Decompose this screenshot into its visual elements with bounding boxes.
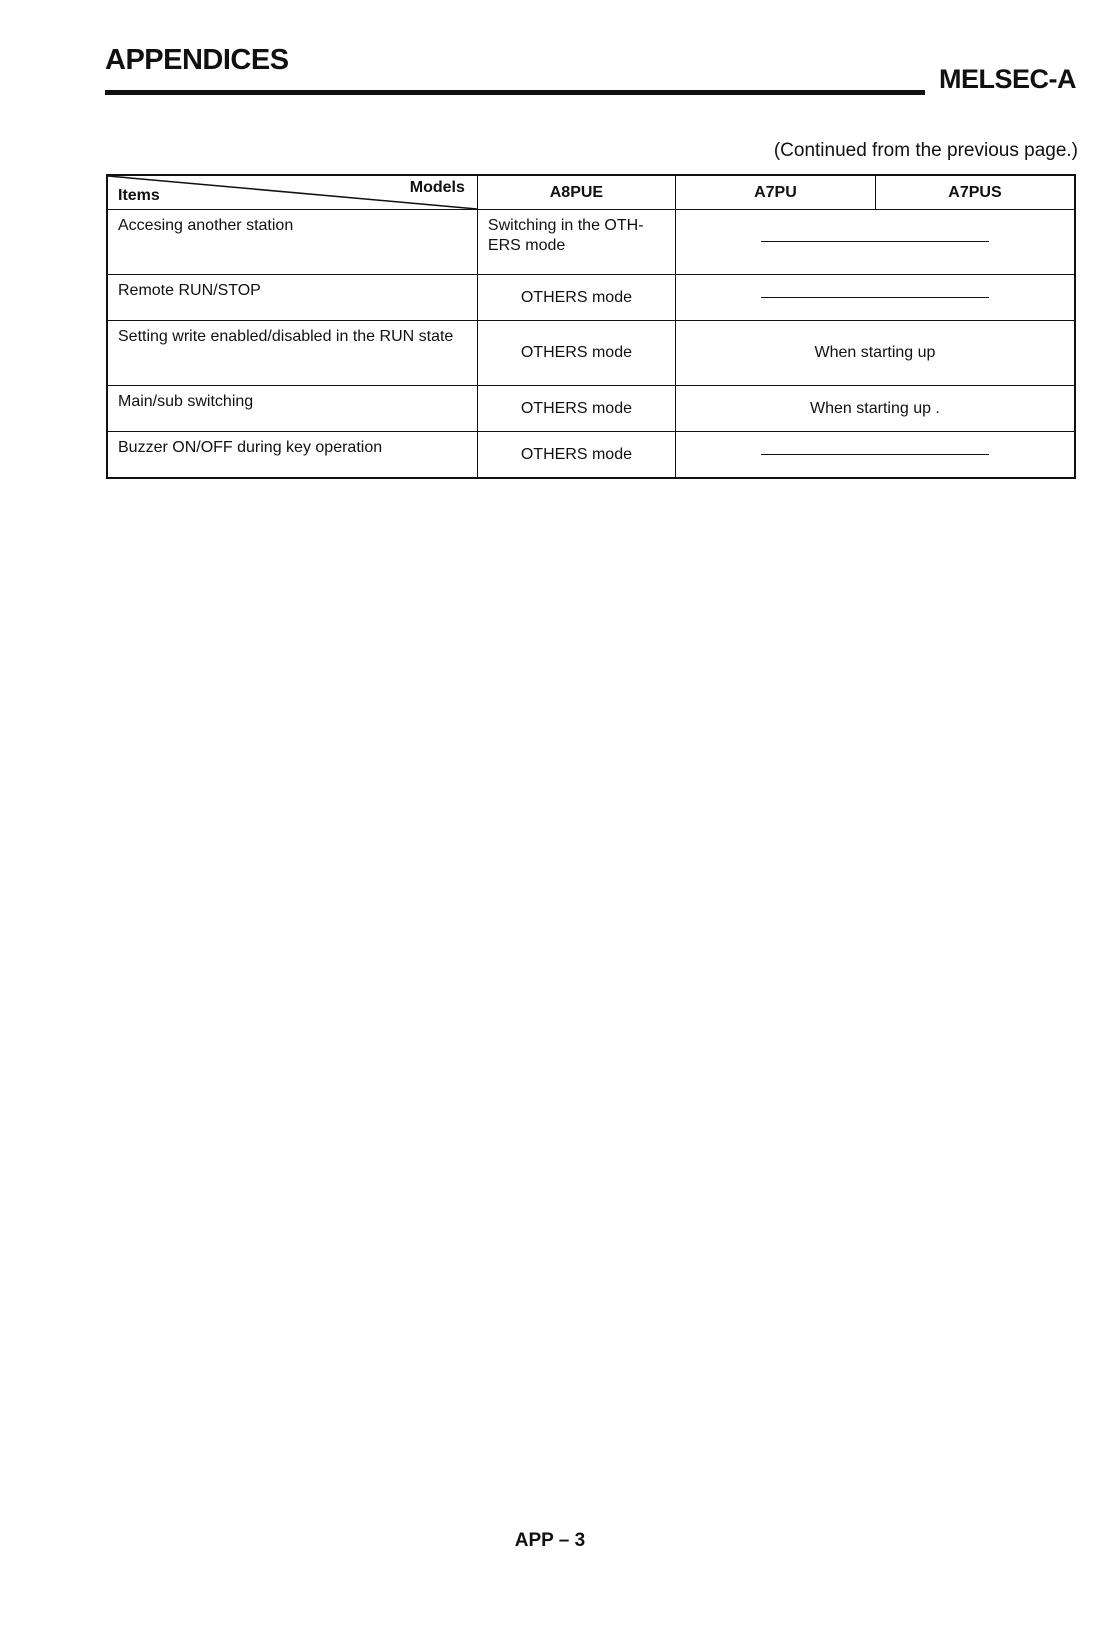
corner-items-label: Items xyxy=(118,187,160,204)
table-row xyxy=(107,275,1075,321)
table-header-row xyxy=(107,175,1075,210)
item-cell: Buzzer ON/OFF during key operation xyxy=(107,432,477,479)
table-row xyxy=(107,386,1075,432)
column-header: A7PUS xyxy=(875,175,1075,210)
page-number: APP – 3 xyxy=(514,1530,586,1551)
column-header: A7PU xyxy=(675,175,875,210)
table-corner-cell xyxy=(107,175,477,210)
continued-note: (Continued from the previous page.) xyxy=(773,140,1078,161)
section-title: APPENDICES xyxy=(105,44,289,76)
item-cell: Setting write enabled/disabled in the RUN state xyxy=(107,321,477,386)
a8pue-cell: OTHERS mode xyxy=(477,275,675,321)
header-rule xyxy=(105,90,925,95)
a7-cell xyxy=(675,210,1075,275)
not-applicable-dash xyxy=(761,241,989,242)
table-row xyxy=(107,321,1075,386)
column-header: A8PUE xyxy=(477,175,675,210)
not-applicable-dash xyxy=(761,454,989,455)
a8pue-cell: Switching in the OTH-ERS mode xyxy=(477,210,675,275)
a8pue-cell: OTHERS mode xyxy=(477,432,675,479)
a7-cell xyxy=(675,432,1075,479)
item-cell: Accesing another station xyxy=(107,210,477,275)
a7-cell: When starting up xyxy=(675,321,1075,386)
spec-table xyxy=(106,174,1076,479)
item-cell: Main/sub switching xyxy=(107,386,477,432)
item-cell: Remote RUN/STOP xyxy=(107,275,477,321)
a7-cell xyxy=(675,275,1075,321)
not-applicable-dash xyxy=(761,297,989,298)
page-header xyxy=(0,0,1100,110)
a7-cell: When starting up . xyxy=(675,386,1075,432)
table-row xyxy=(107,210,1075,275)
a8pue-cell: OTHERS mode xyxy=(477,321,675,386)
table-row xyxy=(107,432,1075,479)
brand-label: MELSEC-A xyxy=(939,64,1076,94)
corner-models-label: Models xyxy=(409,179,465,196)
a8pue-cell: OTHERS mode xyxy=(477,386,675,432)
